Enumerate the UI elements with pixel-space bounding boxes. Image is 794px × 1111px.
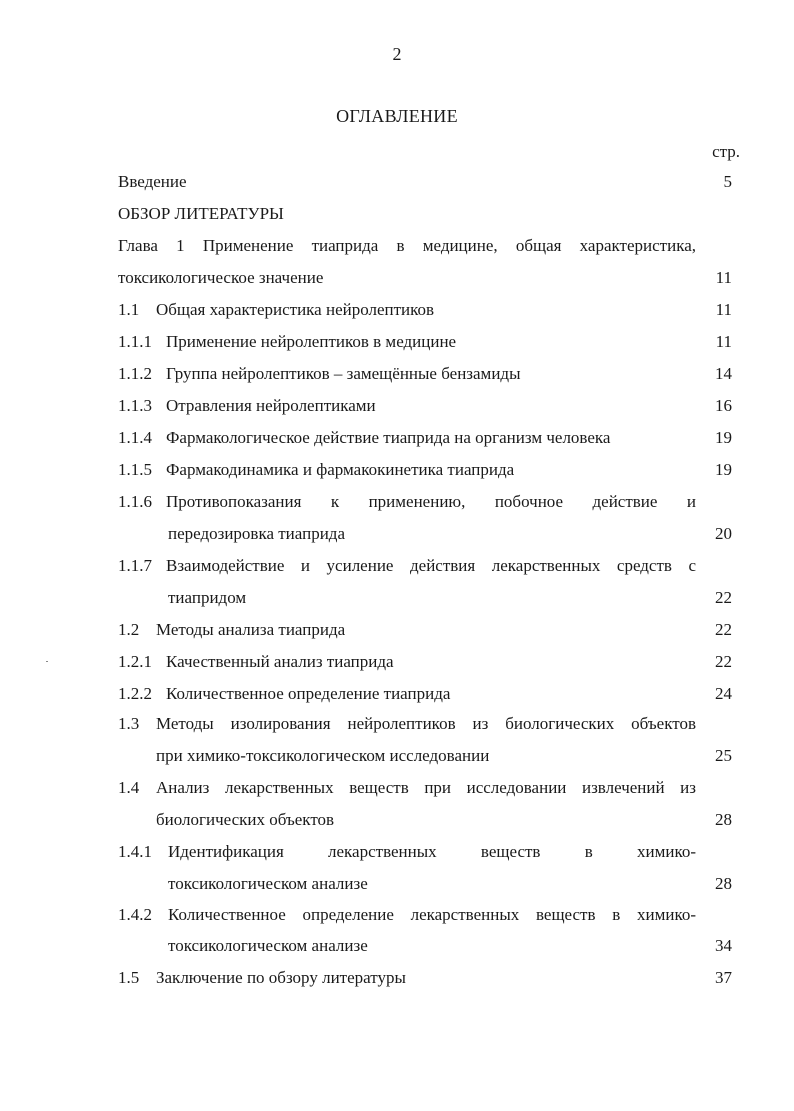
toc-entry-text: при химико-токсикологическом исследовании: [156, 746, 490, 765]
toc-entry-text: Противопоказания к применению, побочное действие и: [166, 492, 696, 511]
toc-entry-text: Глава 1 Применение тиаприда в медицине, общая характеристика,: [118, 236, 696, 255]
toc-entry-text: передозировка тиаприда: [168, 524, 345, 543]
toc-entry-text: тиапридом: [168, 588, 247, 607]
page-number: 2: [392, 44, 402, 64]
toc-entry-text: Применение нейролептиков в медицине: [166, 332, 457, 351]
toc-entry-number: 1.2.2: [118, 684, 152, 703]
toc-entry-text: биологических объектов: [156, 810, 335, 829]
toc-entry-text: Идентификация лекарственных веществ в химико-: [168, 842, 696, 861]
page-column-label: стр.: [712, 142, 740, 161]
toc-entry[interactable]: [118, 841, 696, 863]
toc-title: ОГЛАВЛЕНИЕ: [336, 106, 458, 126]
toc-entry[interactable]: [118, 235, 696, 257]
toc-entry-number: 1.4: [118, 778, 140, 797]
toc-entry-page: 25: [715, 746, 732, 765]
scan-speck: [46, 661, 48, 662]
toc-entry[interactable]: [118, 713, 696, 735]
toc-entry-number: 1.1: [118, 300, 140, 319]
toc-entry[interactable]: [118, 491, 696, 513]
toc-entry-text: Общая характеристика нейролептиков: [156, 300, 435, 319]
toc-entry-number: 1.1.6: [118, 492, 152, 511]
toc-entry-number: 1.2: [118, 620, 140, 639]
toc-entry-text: токсикологическом анализе: [168, 936, 368, 955]
toc-entry-page: 20: [715, 524, 732, 543]
toc-entry-text: Анализ лекарственных веществ при исследовании извлечений из: [156, 778, 696, 797]
toc-entry-number: 1.1.4: [118, 428, 152, 447]
toc-entry-page: 22: [715, 652, 732, 671]
toc-entry-text: токсикологическом анализе: [168, 874, 368, 893]
toc-entry-continuation[interactable]: [118, 523, 738, 545]
toc-entry[interactable]: [118, 904, 696, 926]
toc-entry-continuation[interactable]: [118, 745, 738, 767]
toc-entry-text: Методы изолирования нейролептиков из биологических объектов: [156, 714, 696, 733]
toc-entry-page: 37: [715, 968, 732, 987]
toc-entry-page: 14: [715, 364, 732, 383]
toc-entry[interactable]: [118, 619, 738, 641]
toc-entry-text: Введение: [118, 172, 187, 191]
toc-entry-page: 28: [715, 810, 732, 829]
toc-entry[interactable]: [118, 683, 738, 705]
toc-entry-number: 1.5: [118, 968, 140, 987]
toc-entry-page: 19: [715, 460, 732, 479]
toc-entry-page: 22: [715, 588, 732, 607]
toc-entry[interactable]: [118, 395, 738, 417]
toc-entry-text: Заключение по обзору литературы: [156, 968, 406, 987]
toc-entry-number: 1.3: [118, 714, 140, 733]
toc-entry-number: 1.1.1: [118, 332, 152, 351]
toc-entry-text: Взаимодействие и усиление действия лекарственных средств с: [166, 556, 696, 575]
toc-entry[interactable]: [118, 363, 738, 385]
toc-entry-text: Отравления нейролептиками: [166, 396, 376, 415]
toc-section-heading: [118, 203, 738, 225]
toc-entry[interactable]: [118, 299, 738, 321]
toc-entry-number: 1.2.1: [118, 652, 152, 671]
toc-entry[interactable]: [118, 427, 738, 449]
toc-entry-text: Количественное определение тиаприда: [166, 684, 451, 703]
toc-entry-number: 1.4.1: [118, 842, 152, 861]
toc-entry[interactable]: [118, 651, 738, 673]
toc-entry-page: 22: [715, 620, 732, 639]
toc-entry-text: Группа нейролептиков – замещённые бензамиды: [166, 364, 521, 383]
toc-entry-page: 16: [715, 396, 732, 415]
toc-entry[interactable]: [118, 967, 738, 989]
toc-entry[interactable]: [118, 331, 738, 353]
toc-entry-number: 1.1.7: [118, 556, 152, 575]
toc-entry-text: Качественный анализ тиаприда: [166, 652, 394, 671]
toc-entry-text: Фармакологическое действие тиаприда на организм человека: [166, 428, 611, 447]
toc-entry-continuation[interactable]: [118, 267, 738, 289]
toc-entry[interactable]: [118, 459, 738, 481]
toc-entry-number: 1.1.2: [118, 364, 152, 383]
toc-entry-page: 5: [723, 172, 732, 191]
toc-entry-text: Количественное определение лекарственных веществ в химико-: [168, 905, 696, 924]
toc-entry-text: ОБЗОР ЛИТЕРАТУРЫ: [118, 204, 284, 223]
toc-entry-page: 34: [715, 936, 732, 955]
toc-entry-continuation[interactable]: [118, 587, 738, 609]
toc-entry-continuation[interactable]: [118, 809, 738, 831]
toc-entry-continuation[interactable]: [118, 873, 738, 895]
toc-entry-page: 11: [715, 300, 732, 319]
toc-entry-page: 11: [715, 332, 732, 351]
toc-entry[interactable]: [118, 555, 696, 577]
toc-entry-text: токсикологическое значение: [118, 268, 324, 287]
toc-entry-page: 24: [715, 684, 732, 703]
toc-entry-continuation[interactable]: [118, 935, 738, 957]
toc-entry-text: Фармакодинамика и фармакокинетика тиаприда: [166, 460, 515, 479]
toc-entry-number: 1.4.2: [118, 905, 152, 924]
toc-entry-page: 11: [715, 268, 732, 287]
toc-entry-page: 28: [715, 874, 732, 893]
toc-entry-number: 1.1.3: [118, 396, 152, 415]
toc-entry-number: 1.1.5: [118, 460, 152, 479]
toc-entry-page: 19: [715, 428, 732, 447]
toc-entry[interactable]: [118, 777, 696, 799]
toc-entry-text: Методы анализа тиаприда: [156, 620, 346, 639]
toc-entry[interactable]: [118, 171, 738, 193]
